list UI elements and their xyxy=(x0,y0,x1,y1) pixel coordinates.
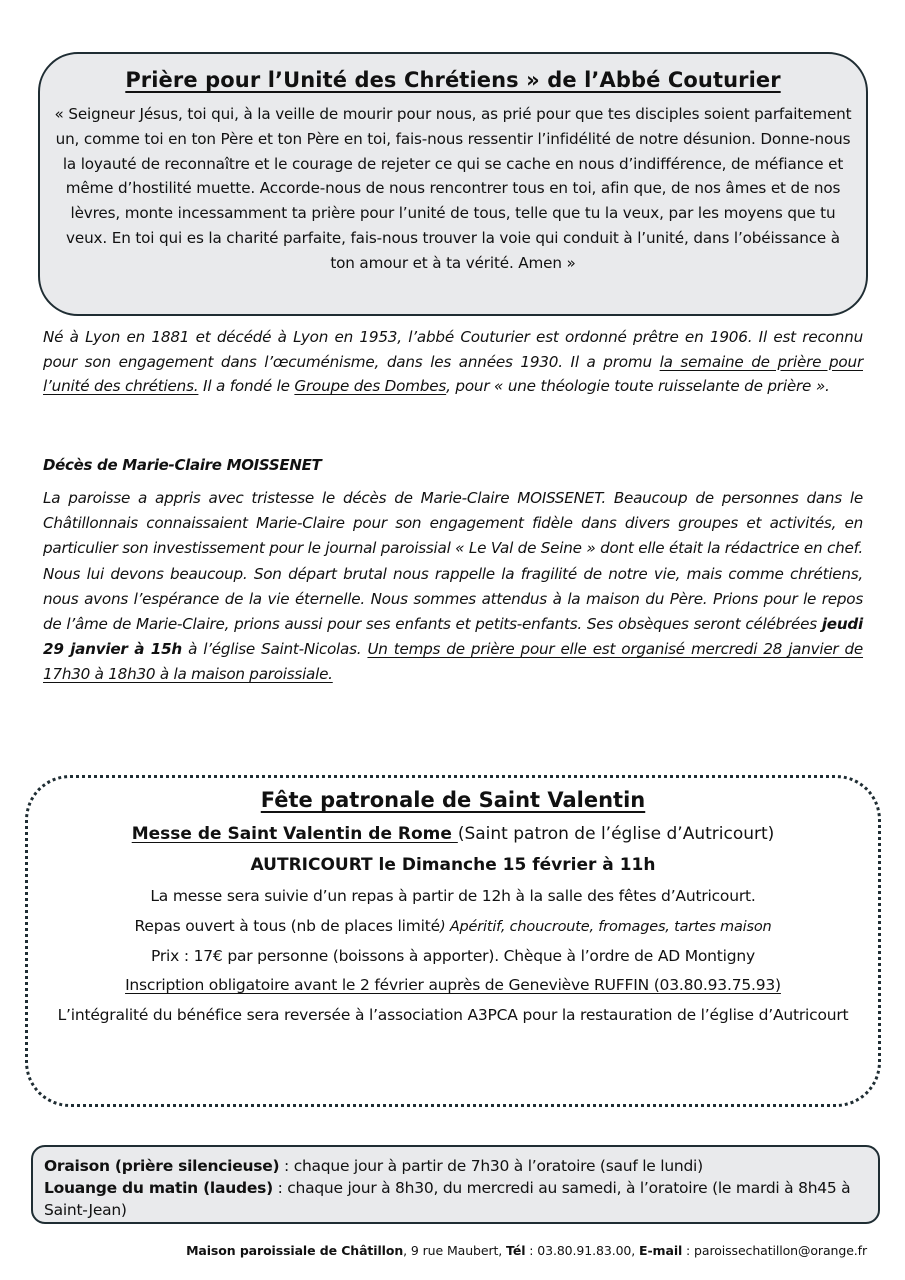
footer-tel-label: Tél xyxy=(506,1243,526,1258)
fete-benefice: L’intégralité du bénéfice sera reversée à l’association A3PCA pour la restauration de l’église d’Autricourt xyxy=(57,1006,849,1024)
oraison-label: Oraison (prière silencieuse) xyxy=(44,1157,280,1175)
fete-title: Fête patronale de Saint Valentin xyxy=(260,788,646,812)
messe-title: Messe de Saint Valentin de Rome xyxy=(131,824,458,844)
fete-prix: Prix : 17€ par personne (boissons à apporter). Chèque à l’ordre de AD Montigny xyxy=(151,947,755,965)
messe-subtitle: (Saint patron de l’église d’Autricourt) xyxy=(457,824,775,844)
couturier-bio xyxy=(43,325,863,399)
link-semaine-priere[interactable]: la semaine de prière pour l’unité des chrétiens. xyxy=(43,352,863,395)
temps-priere: Un temps de prière pour elle est organisé mercredi 28 janvier de 17h30 à 18h30 à la maison paroissiale. xyxy=(43,640,864,684)
prayer-title: Prière pour l’Unité des Chrétiens » de l’Abbé Couturier xyxy=(125,68,781,92)
footer-email-label: E-mail xyxy=(639,1243,683,1258)
bio-text-2: Il a fondé le xyxy=(198,377,295,395)
fete-messe xyxy=(28,824,878,844)
prayer-times-box xyxy=(31,1145,880,1224)
deces-text xyxy=(43,486,863,688)
fete-repas: La messe sera suivie d’un repas à partir de 12h à la salle des fêtes d’Autricourt. xyxy=(150,887,756,905)
link-groupe-dombes[interactable]: Groupe des Dombes xyxy=(294,377,447,395)
prayer-box xyxy=(38,52,868,316)
louange-label: Louange du matin (laudes) xyxy=(44,1179,273,1197)
fete-ouvert xyxy=(28,917,878,935)
bio-text-3: , pour « une théologie toute ruisselante de prière ». xyxy=(446,377,830,395)
footer-name: Maison paroissiale de Châtillon xyxy=(186,1243,404,1258)
fete-when: AUTRICOURT le Dimanche 15 février à 11h xyxy=(250,855,656,875)
louange-line xyxy=(44,1177,878,1221)
fete-inscription: Inscription obligatoire avant le 2 février auprès de Geneviève RUFFIN (03.80.93.75.93) xyxy=(125,976,781,994)
deces-text-1: La paroisse a appris avec tristesse le décès de Marie-Claire MOISSENET. Beaucoup de personnes dans le Châtillonnais connaissaient Marie-Claire pour son engagement fidèle dans divers groupes et activités, en particulier son investissement pour le journal paroissial « Le Val de Seine » dont elle était la rédactrice en chef. Nous lui devons beaucoup. Son départ brutal nous rappelle la fragilité de notre vie, mais comme chrétiens, nous avons l’espérance de la vie éternelle. Nous sommes attendus à la maison du Père. Prions pour le repos de l’âme de Marie-Claire, prions aussi pour ses enfants et petits-enfants. Ses obsèques seront célébrées xyxy=(43,489,863,634)
prayer-text: « Seigneur Jésus, toi qui, à la veille de mourir pour nous, as prié pour que tes disciples soient parfaitement un, comme toi en ton Père et ton Père en toi, fais-nous ressentir l’infidélité de notre désunion. Donne-nous la loyauté de reconnaître et le courage de rejeter ce qui se cache en nous d’indifférence, de méfiance et même d’hostilité muette. Accorde-nous de nous rencontrer tous en toi, afin que, de nos âmes et de nos lèvres, monte incessamment ta prière pour l’unité de tous, telle que tu la veux, par les moyens que tu veux. En toi qui es la charité parfaite, fais-nous trouver la voie qui conduit à l’unité, dans l’obéissance à ton amour et à ta vérité. Amen » xyxy=(54,105,852,272)
ouvert-text: Repas ouvert à tous (nb de places limité xyxy=(134,917,440,935)
deces-text-2: à l’église Saint-Nicolas. xyxy=(181,640,368,659)
oraison-line xyxy=(44,1155,878,1177)
oraison-text: : chaque jour à partir de 7h30 à l’oratoire (sauf le lundi) xyxy=(279,1157,703,1175)
louange-text: : chaque jour à 8h30, du mercredi au samedi, à l’oratoire (le mardi à 8h45 à Saint-Jean) xyxy=(44,1179,851,1219)
bio-text-1: Né à Lyon en 1881 et décédé à Lyon en 1953, l’abbé Couturier est ordonné prêtre en 1906. Il est reconnu pour son engagement dans l’œcuménisme, dans les années 1930. Il a promu xyxy=(43,328,863,371)
obseques-date: jeudi 29 janvier à 15h xyxy=(43,615,863,659)
footer-contact xyxy=(186,1243,867,1258)
fete-box xyxy=(25,775,881,1107)
deces-title: Décès de Marie-Claire MOISSENET xyxy=(43,456,322,474)
menu-text: ) Apéritif, choucroute, fromages, tartes maison xyxy=(439,919,772,935)
footer-email[interactable]: : paroissechatillon@orange.fr xyxy=(682,1243,867,1258)
footer-tel: : 03.80.91.83.00, xyxy=(525,1243,640,1258)
footer-address: , 9 rue Maubert, xyxy=(403,1243,507,1258)
